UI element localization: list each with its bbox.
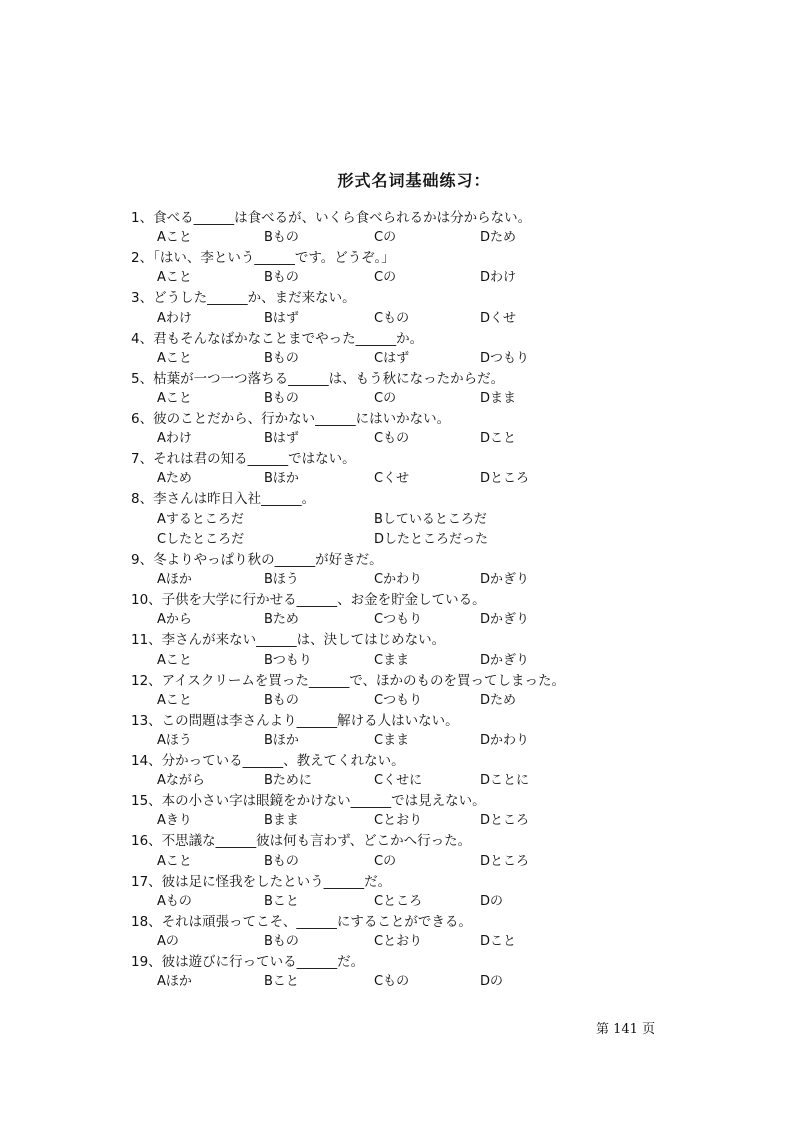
option-c: Cつもり [374,692,423,708]
question-item [131,791,771,831]
question-text: 8、李さんは昨日入社______。 [131,491,316,508]
question-item [131,751,771,791]
option-a: Aほう [157,732,192,748]
question-item [131,248,771,288]
question-text: 9、冬よりやっぱり秋の______が好きだ。 [131,552,383,568]
question-text: 4、君もそんなばかなことまでやった______か。 [131,330,424,347]
option-b: Bもの [264,350,299,366]
option-a: Aこと [157,390,192,406]
page-title: 形式名词基础练习： [337,171,491,190]
question-item [131,711,771,751]
option-a: Aもの [157,893,192,909]
option-b: Bため [264,612,299,628]
option-a: Aきり [157,813,192,829]
option-d: Dわけ [480,270,517,286]
question-item [131,671,771,711]
option-a: Aこと [157,350,192,366]
option-d: Dところ [480,471,530,487]
option-c: Cくせ [374,471,410,487]
question-text: 7、それは君の知る______ではない。 [131,451,356,468]
option-d: Dこと [480,431,517,447]
question-text: 13、この問題は李さんより______解ける人はいない。 [131,712,459,729]
answer-options [131,469,771,489]
option-b: Bもの [264,230,299,246]
option-b: Bもの [264,692,299,708]
answer-options [131,268,771,288]
question-text: 19、彼は遊びに行っている______だ。 [131,953,365,970]
option-d: Dの [480,893,504,909]
option-d: Dかわり [480,732,530,748]
option-c: Cの [374,390,397,406]
question-text: 2、「はい、李という______です。どうぞ。」 [131,250,395,267]
option-d: Dところ [480,813,530,829]
option-d: Dまま [480,390,517,406]
option-b: Bもの [264,853,299,869]
question-item [131,208,771,248]
option-b: Bつもり [264,652,312,668]
answer-options [131,852,771,872]
answer-options [131,771,771,791]
option-d: Dことに [480,773,530,789]
question-text: 14、分かっている______、教えてくれない。 [131,752,405,769]
option-b: Bはず [264,431,299,447]
option-a: Aするところだ [157,511,244,527]
question-list [131,208,771,992]
option-b: Bほか [264,732,299,748]
option-c: Cまま [374,652,410,668]
option-b: Bもの [264,933,299,949]
option-a: Aわけ [157,310,192,326]
option-d: Dくせ [480,310,517,326]
option-d: Dかぎり [480,652,530,668]
option-c: Cの [374,270,397,286]
option-c: Cの [374,853,397,869]
answer-options [131,429,771,449]
answer-options [131,610,771,630]
answer-options [131,811,771,831]
option-d: Dため [480,692,517,708]
question-text: 3、どうした______か、まだ来ない。 [131,290,356,307]
option-c: Cくせに [374,773,423,789]
question-item [131,409,771,449]
question-text: 10、子供を大学に行かせる______、お金を貯金している。 [131,592,486,609]
option-b: Bしているところだ [374,511,487,527]
question-item [131,952,771,992]
option-a: Aながら [157,773,205,789]
option-c: Cとおり [374,933,423,949]
question-text: 18、それは頑張ってこそ、______にすることができる。 [131,913,472,930]
option-d: Dかぎり [480,612,530,628]
question-text: 12、アイスクリームを買った______で、ほかのものを買ってしまった。 [131,672,566,689]
option-a: Aほか [157,572,192,588]
question-item [131,369,771,409]
question-item [131,912,771,952]
page-number: 第 141 页 [596,1022,656,1037]
option-c: Cかわり [374,572,423,588]
option-d: Dため [480,230,517,246]
answer-options [131,228,771,248]
answer-options [131,691,771,711]
option-c: Cまま [374,732,410,748]
option-b: Bほか [264,471,299,487]
answer-options [131,892,771,912]
option-a: Aため [157,471,192,487]
option-a: Aこと [157,230,192,246]
option-a: Aこと [157,692,192,708]
option-b: Bはず [264,310,299,326]
option-d: Dの [480,974,504,990]
question-text: 6、彼のことだから、行かない______にはいかない。 [131,410,451,427]
question-item [131,550,771,590]
answer-options [131,309,771,329]
option-c: Cとおり [374,813,423,829]
option-a: Aわけ [157,431,192,447]
question-item [131,590,771,630]
option-c: Cもの [374,431,410,447]
answer-options [131,932,771,952]
answer-options [131,349,771,369]
option-c: Cもの [374,310,410,326]
option-a: Aこと [157,652,192,668]
option-a: Aこと [157,270,192,286]
option-c: Cつもり [374,612,423,628]
question-item [131,489,771,550]
answer-options [131,570,771,590]
question-item [131,449,771,489]
option-c: Cしたところだ [157,531,245,547]
option-d: Dところ [480,853,530,869]
question-item [131,630,771,670]
option-a: Aこと [157,853,192,869]
question-text: 1、食べる______は食べるが、いくら食べられるかは分からない。 [131,210,532,226]
option-b: Bもの [264,390,299,406]
question-text: 11、李さんが来ない______は、決してはじめない。 [131,632,446,649]
answer-options [131,389,771,409]
answer-options [131,731,771,751]
question-text: 15、本の小さい字は眼鏡をかけない______では見えない。 [131,793,486,810]
option-d: Dしたところだった [374,531,489,547]
option-b: Bまま [264,813,299,829]
answer-options [131,651,771,671]
option-a: Aの [157,933,179,949]
option-c: Cもの [374,974,410,990]
answer-options [131,510,771,551]
option-a: Aほか [157,974,192,990]
question-item [131,329,771,369]
option-d: Dかぎり [480,572,530,588]
option-d: Dつもり [480,350,530,366]
option-b: Bこと [264,893,299,909]
question-text: 16、不思議な______彼は何も言わず、どこかへ行った。 [131,833,472,850]
question-item [131,288,771,328]
question-item [131,872,771,912]
question-item [131,831,771,871]
option-c: Cはず [374,350,410,366]
option-b: Bこと [264,974,299,990]
question-text: 17、彼は足に怪我をしたという______だ。 [131,873,392,890]
question-text: 5、枯葉が一つ一つ落ちる______は、もう秋になったからだ。 [131,370,505,387]
option-d: Dこと [480,933,517,949]
option-c: Cの [374,230,397,246]
option-b: Bために [264,773,312,789]
option-b: Bもの [264,270,299,286]
answer-options [131,972,771,992]
option-c: Cところ [374,893,423,909]
option-a: Aから [157,612,192,628]
option-b: Bほう [264,572,299,588]
